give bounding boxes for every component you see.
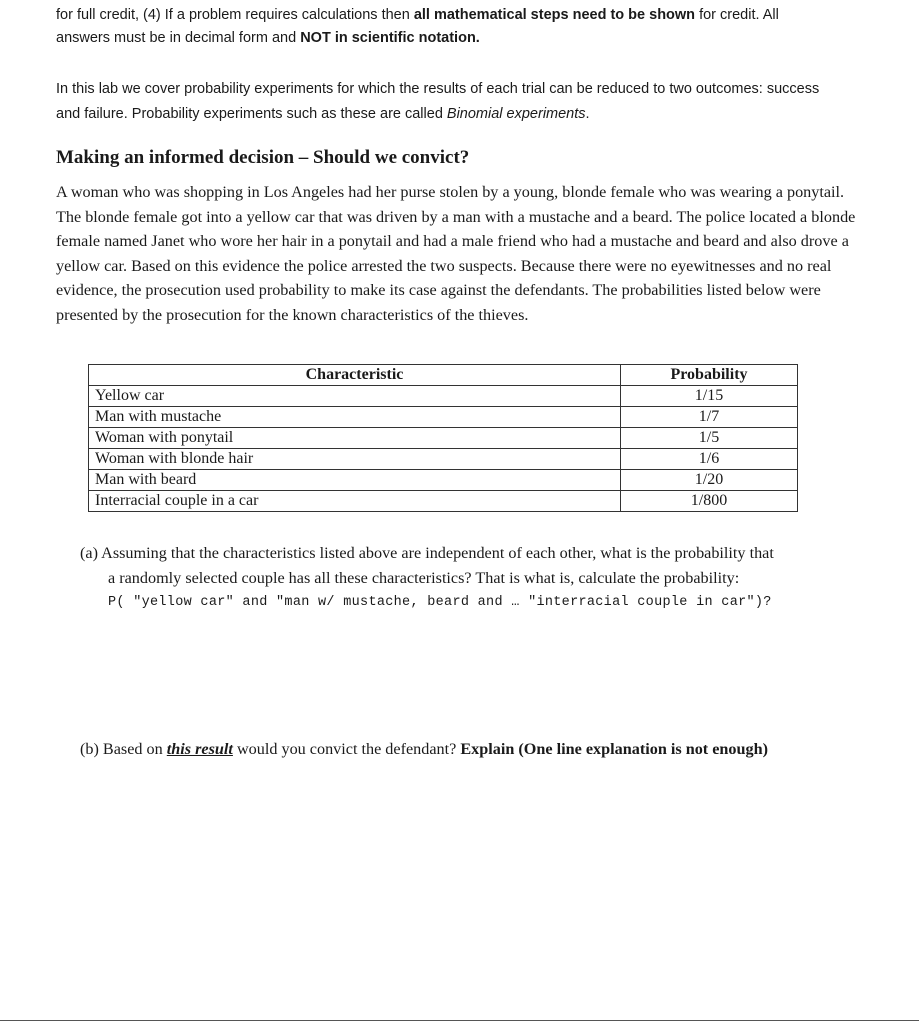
question-a-label: (a) — [80, 544, 98, 562]
case-story-paragraph: A woman who was shopping in Los Angeles had her purse stolen by a young, blonde female who was wearing a ponytail. The blonde female got into a yellow car that was driven by a man with a mustache and a beard. The police located a blonde female named Janet who wore her hair in a ponytail and had a male friend who had a mustache and beard and also drove a yellow car. Based on this evidence the police arrested the two suspects. Because there were no eyewitnesses and no real evidence, the prosecution used probability to make its case against the defendants. The probabilities listed below were presented by the prosecution for the known characteristics of the thieves. — [56, 183, 856, 324]
instructions-emphasis-notation: NOT in scientific notation. — [300, 30, 480, 46]
probability-cell: 1/7 — [621, 407, 798, 428]
probability-column-header: Probability — [621, 365, 798, 386]
instructions-line2-text: answers must be in decimal form and — [56, 30, 301, 46]
question-b-text-middle: would you convict the defendant? — [232, 740, 461, 758]
characteristic-cell: Woman with ponytail — [89, 428, 621, 449]
characteristic-cell: Yellow car — [89, 386, 621, 407]
question-a-text-line2: a randomly selected couple has all these characteristics? That is what is, calculate the probability: — [108, 569, 740, 587]
question-a-text-line1: Assuming that the characteristics listed above are independent of each other, what is the probability that — [101, 544, 774, 562]
question-a-line1 — [80, 541, 870, 566]
characteristic-cell: Man with beard — [89, 470, 621, 491]
instructions-line1-text: for full credit, (4) If a problem requires calculations then — [56, 7, 414, 23]
table-row — [89, 470, 798, 491]
characteristics-table — [88, 364, 798, 512]
table-header-row — [89, 365, 798, 386]
section-heading: Making an informed decision – Should we convict? — [56, 147, 470, 168]
probability-cell: 1/5 — [621, 428, 798, 449]
question-b-explain: Explain — [460, 740, 515, 758]
intro-text: In this lab we cover probability experiments for which the results of each trial can be reduced to two outcomes: success and failure. Probability experiments such as these are called — [56, 81, 820, 122]
table-row — [89, 449, 798, 470]
characteristic-cell: Woman with blonde hair — [89, 449, 621, 470]
question-b — [80, 737, 880, 762]
question-b-this-result: this result — [166, 740, 233, 758]
probability-cell: 1/800 — [621, 491, 798, 512]
table-row — [89, 491, 798, 512]
characteristic-cell: Man with mustache — [89, 407, 621, 428]
intro-binomial-term: Binomial experiments — [446, 106, 586, 122]
table-row — [89, 386, 798, 407]
page-bottom-divider — [0, 1020, 919, 1021]
probability-cell: 1/6 — [621, 449, 798, 470]
question-a — [80, 541, 870, 615]
question-b-note: (One line explanation is not enough) — [514, 740, 769, 758]
grading-instructions — [56, 4, 836, 50]
instructions-emphasis-steps: all mathematical steps need to be shown — [413, 7, 696, 23]
probability-cell: 1/15 — [621, 386, 798, 407]
characteristic-cell: Interracial couple in a car — [89, 491, 621, 512]
intro-period: . — [585, 106, 590, 122]
question-b-text-start: Based on — [102, 740, 167, 758]
question-b-label: (b) — [80, 740, 99, 758]
intro-paragraph — [56, 77, 836, 127]
table-row — [89, 407, 798, 428]
table-row — [89, 428, 798, 449]
probability-formula: P( "yellow car" and "man w/ mustache, beard and … "interracial couple in car")? — [108, 595, 772, 610]
probability-cell: 1/20 — [621, 470, 798, 491]
instructions-line1-end: for credit. All — [695, 7, 779, 23]
characteristic-column-header: Characteristic — [89, 365, 621, 386]
